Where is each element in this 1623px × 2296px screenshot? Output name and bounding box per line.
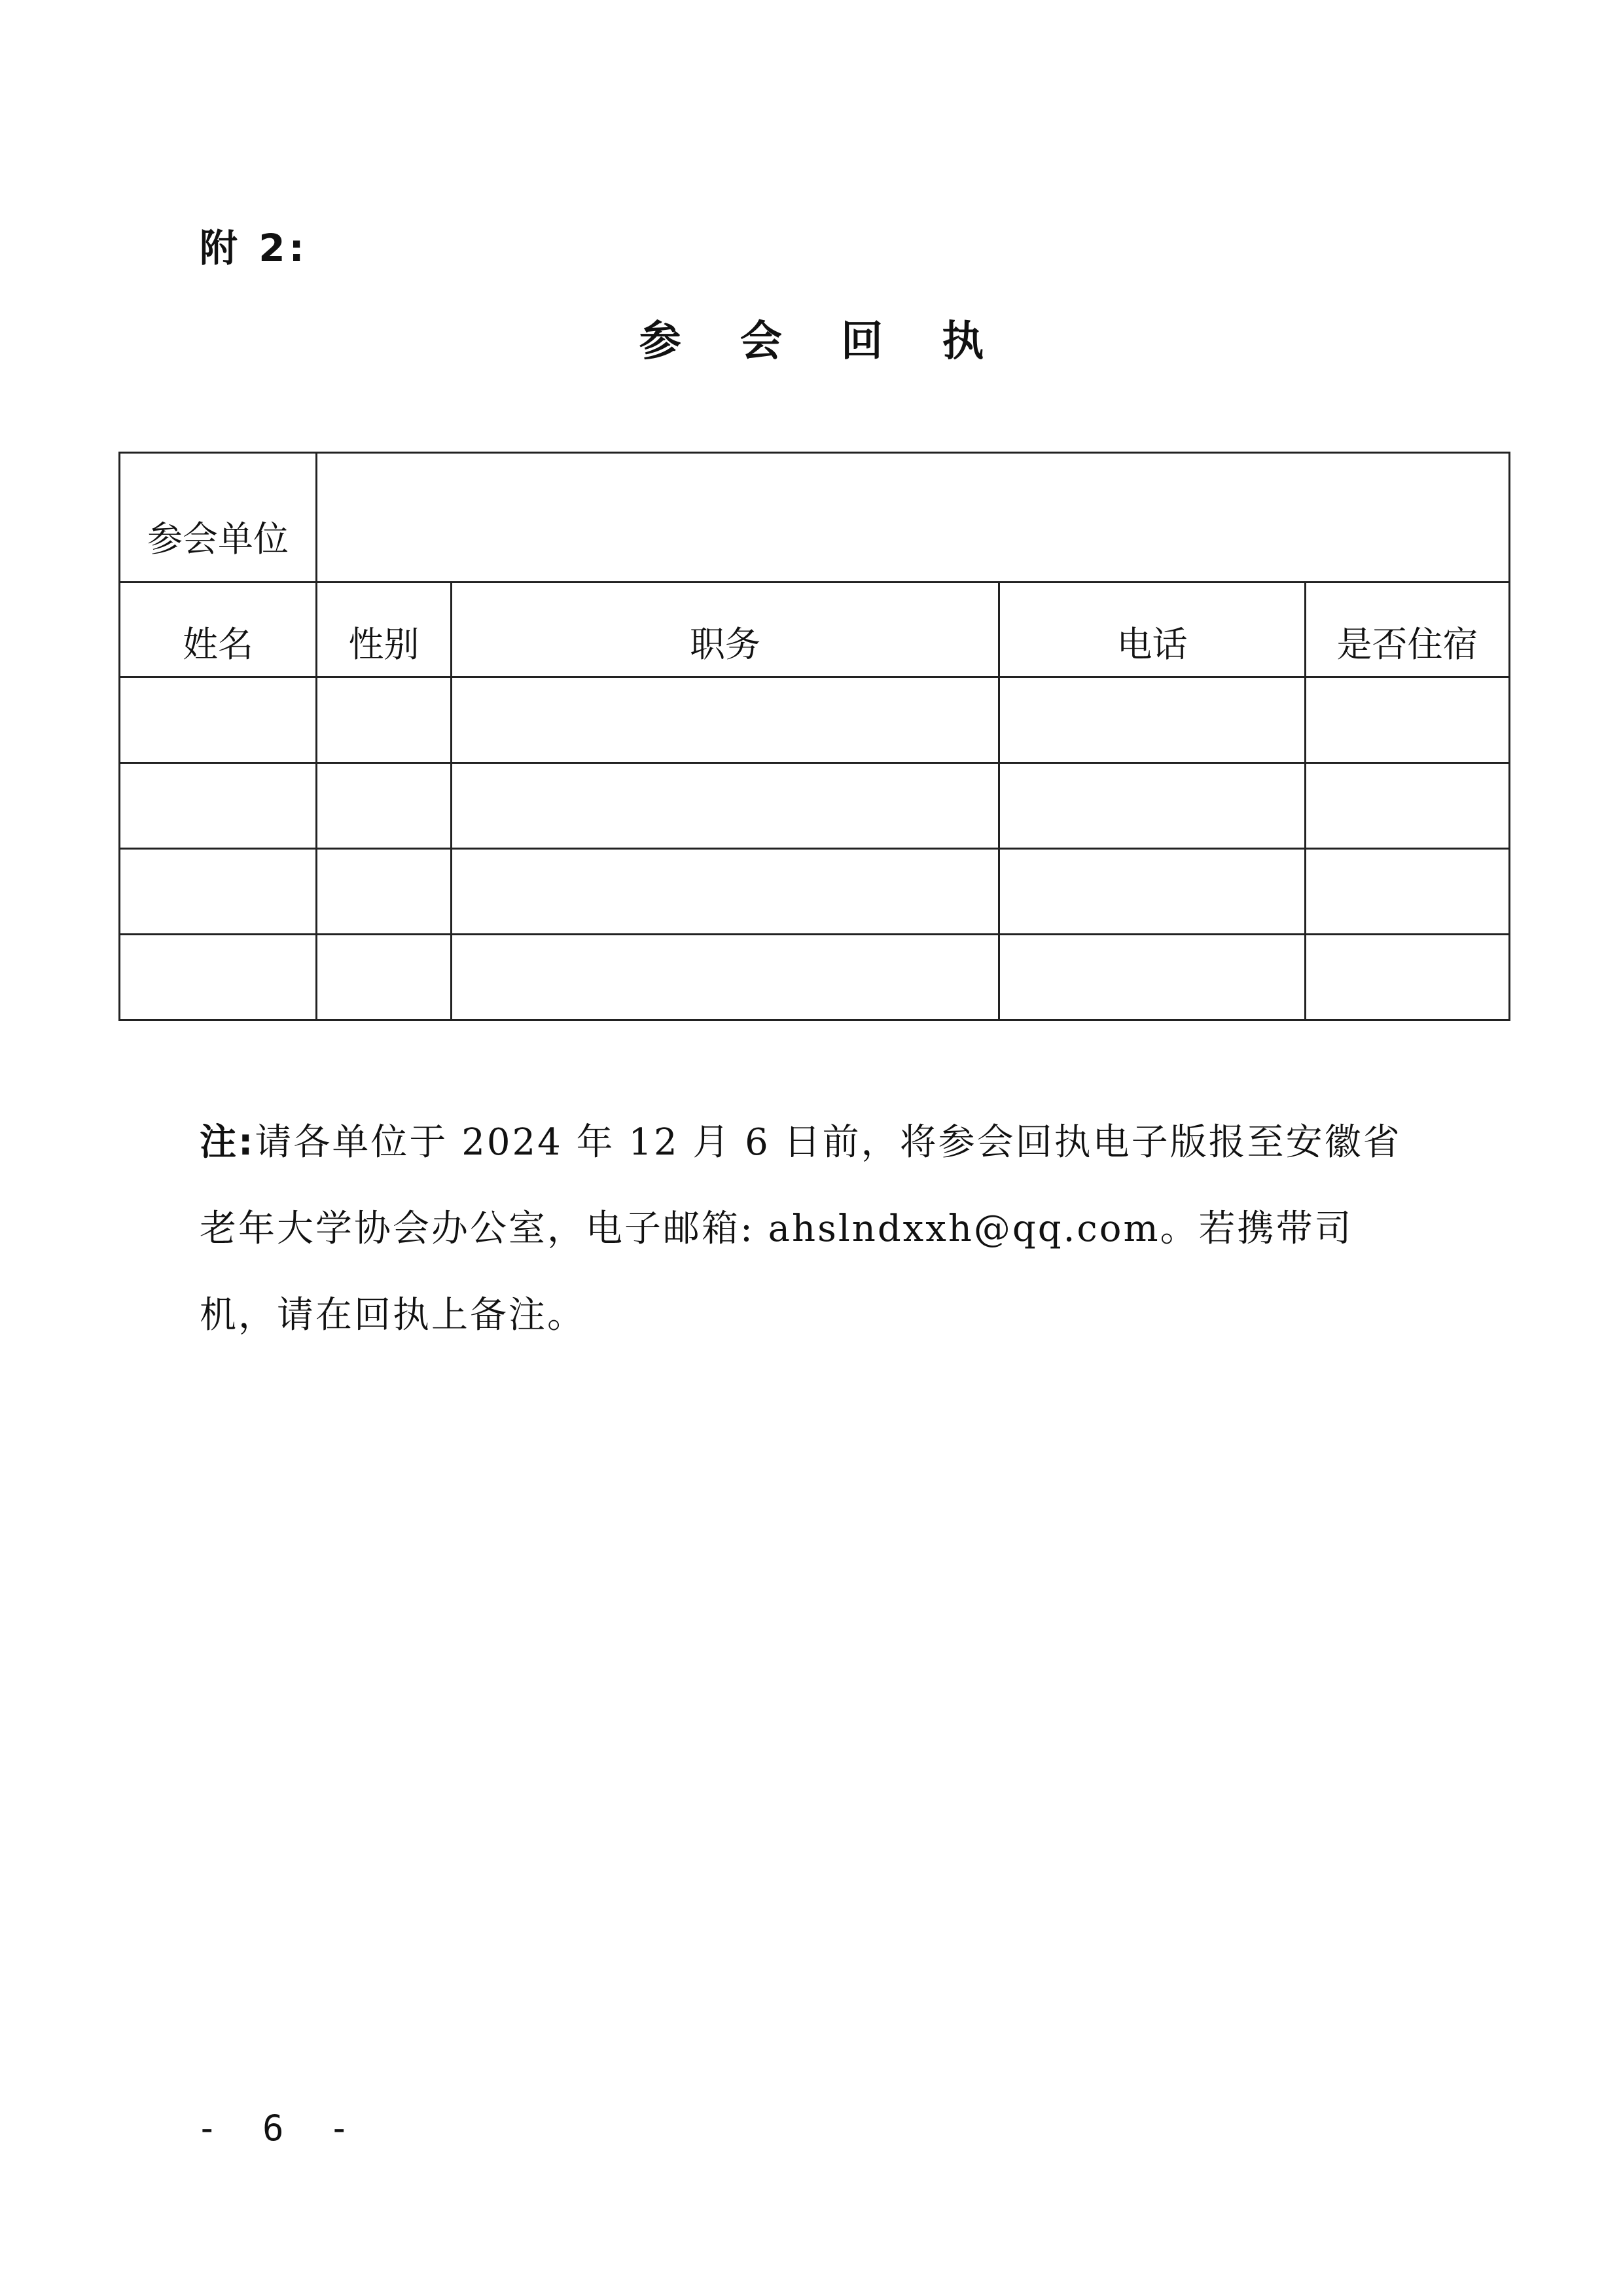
column-header-name: 姓名 xyxy=(120,583,317,677)
position-cell[interactable] xyxy=(452,763,999,849)
note-paragraph xyxy=(200,1100,1430,1359)
table-row xyxy=(120,677,1510,763)
attachment-label: 附 2: xyxy=(200,226,308,270)
unit-row xyxy=(120,453,1510,583)
page-number: - 6 - xyxy=(196,2108,362,2149)
phone-cell[interactable] xyxy=(999,763,1306,849)
table-row xyxy=(120,935,1510,1020)
lodging-cell[interactable] xyxy=(1306,677,1510,763)
note-text: 请各单位于 2024 年 12 月 6 日前，将参会回执电子版报至安徽省老年大学协会办公室，电子邮箱: ahslndxxh@qq.com。若携带司机，请在回执上备注。 xyxy=(200,1121,1402,1336)
name-cell[interactable] xyxy=(120,677,317,763)
gender-cell[interactable] xyxy=(317,935,452,1020)
column-header-position: 职务 xyxy=(452,583,999,677)
name-cell[interactable] xyxy=(120,935,317,1020)
position-cell[interactable] xyxy=(452,677,999,763)
phone-cell[interactable] xyxy=(999,935,1306,1020)
lodging-cell[interactable] xyxy=(1306,763,1510,849)
note-label: 注: xyxy=(200,1121,255,1164)
lodging-cell[interactable] xyxy=(1306,935,1510,1020)
phone-cell[interactable] xyxy=(999,677,1306,763)
name-cell[interactable] xyxy=(120,763,317,849)
document-title: 参 会 回 执 xyxy=(639,317,1007,366)
position-cell[interactable] xyxy=(452,849,999,935)
lodging-cell[interactable] xyxy=(1306,849,1510,935)
column-header-gender: 性别 xyxy=(317,583,452,677)
receipt-form-table xyxy=(118,452,1510,1021)
column-header-row xyxy=(120,583,1510,677)
table-row xyxy=(120,849,1510,935)
table-row xyxy=(120,763,1510,849)
column-header-lodging: 是否住宿 xyxy=(1306,583,1510,677)
position-cell[interactable] xyxy=(452,935,999,1020)
gender-cell[interactable] xyxy=(317,677,452,763)
unit-value-cell[interactable] xyxy=(317,453,1510,583)
phone-cell[interactable] xyxy=(999,849,1306,935)
name-cell[interactable] xyxy=(120,849,317,935)
gender-cell[interactable] xyxy=(317,763,452,849)
unit-label: 参会单位 xyxy=(120,453,317,583)
gender-cell[interactable] xyxy=(317,849,452,935)
column-header-phone: 电话 xyxy=(999,583,1306,677)
